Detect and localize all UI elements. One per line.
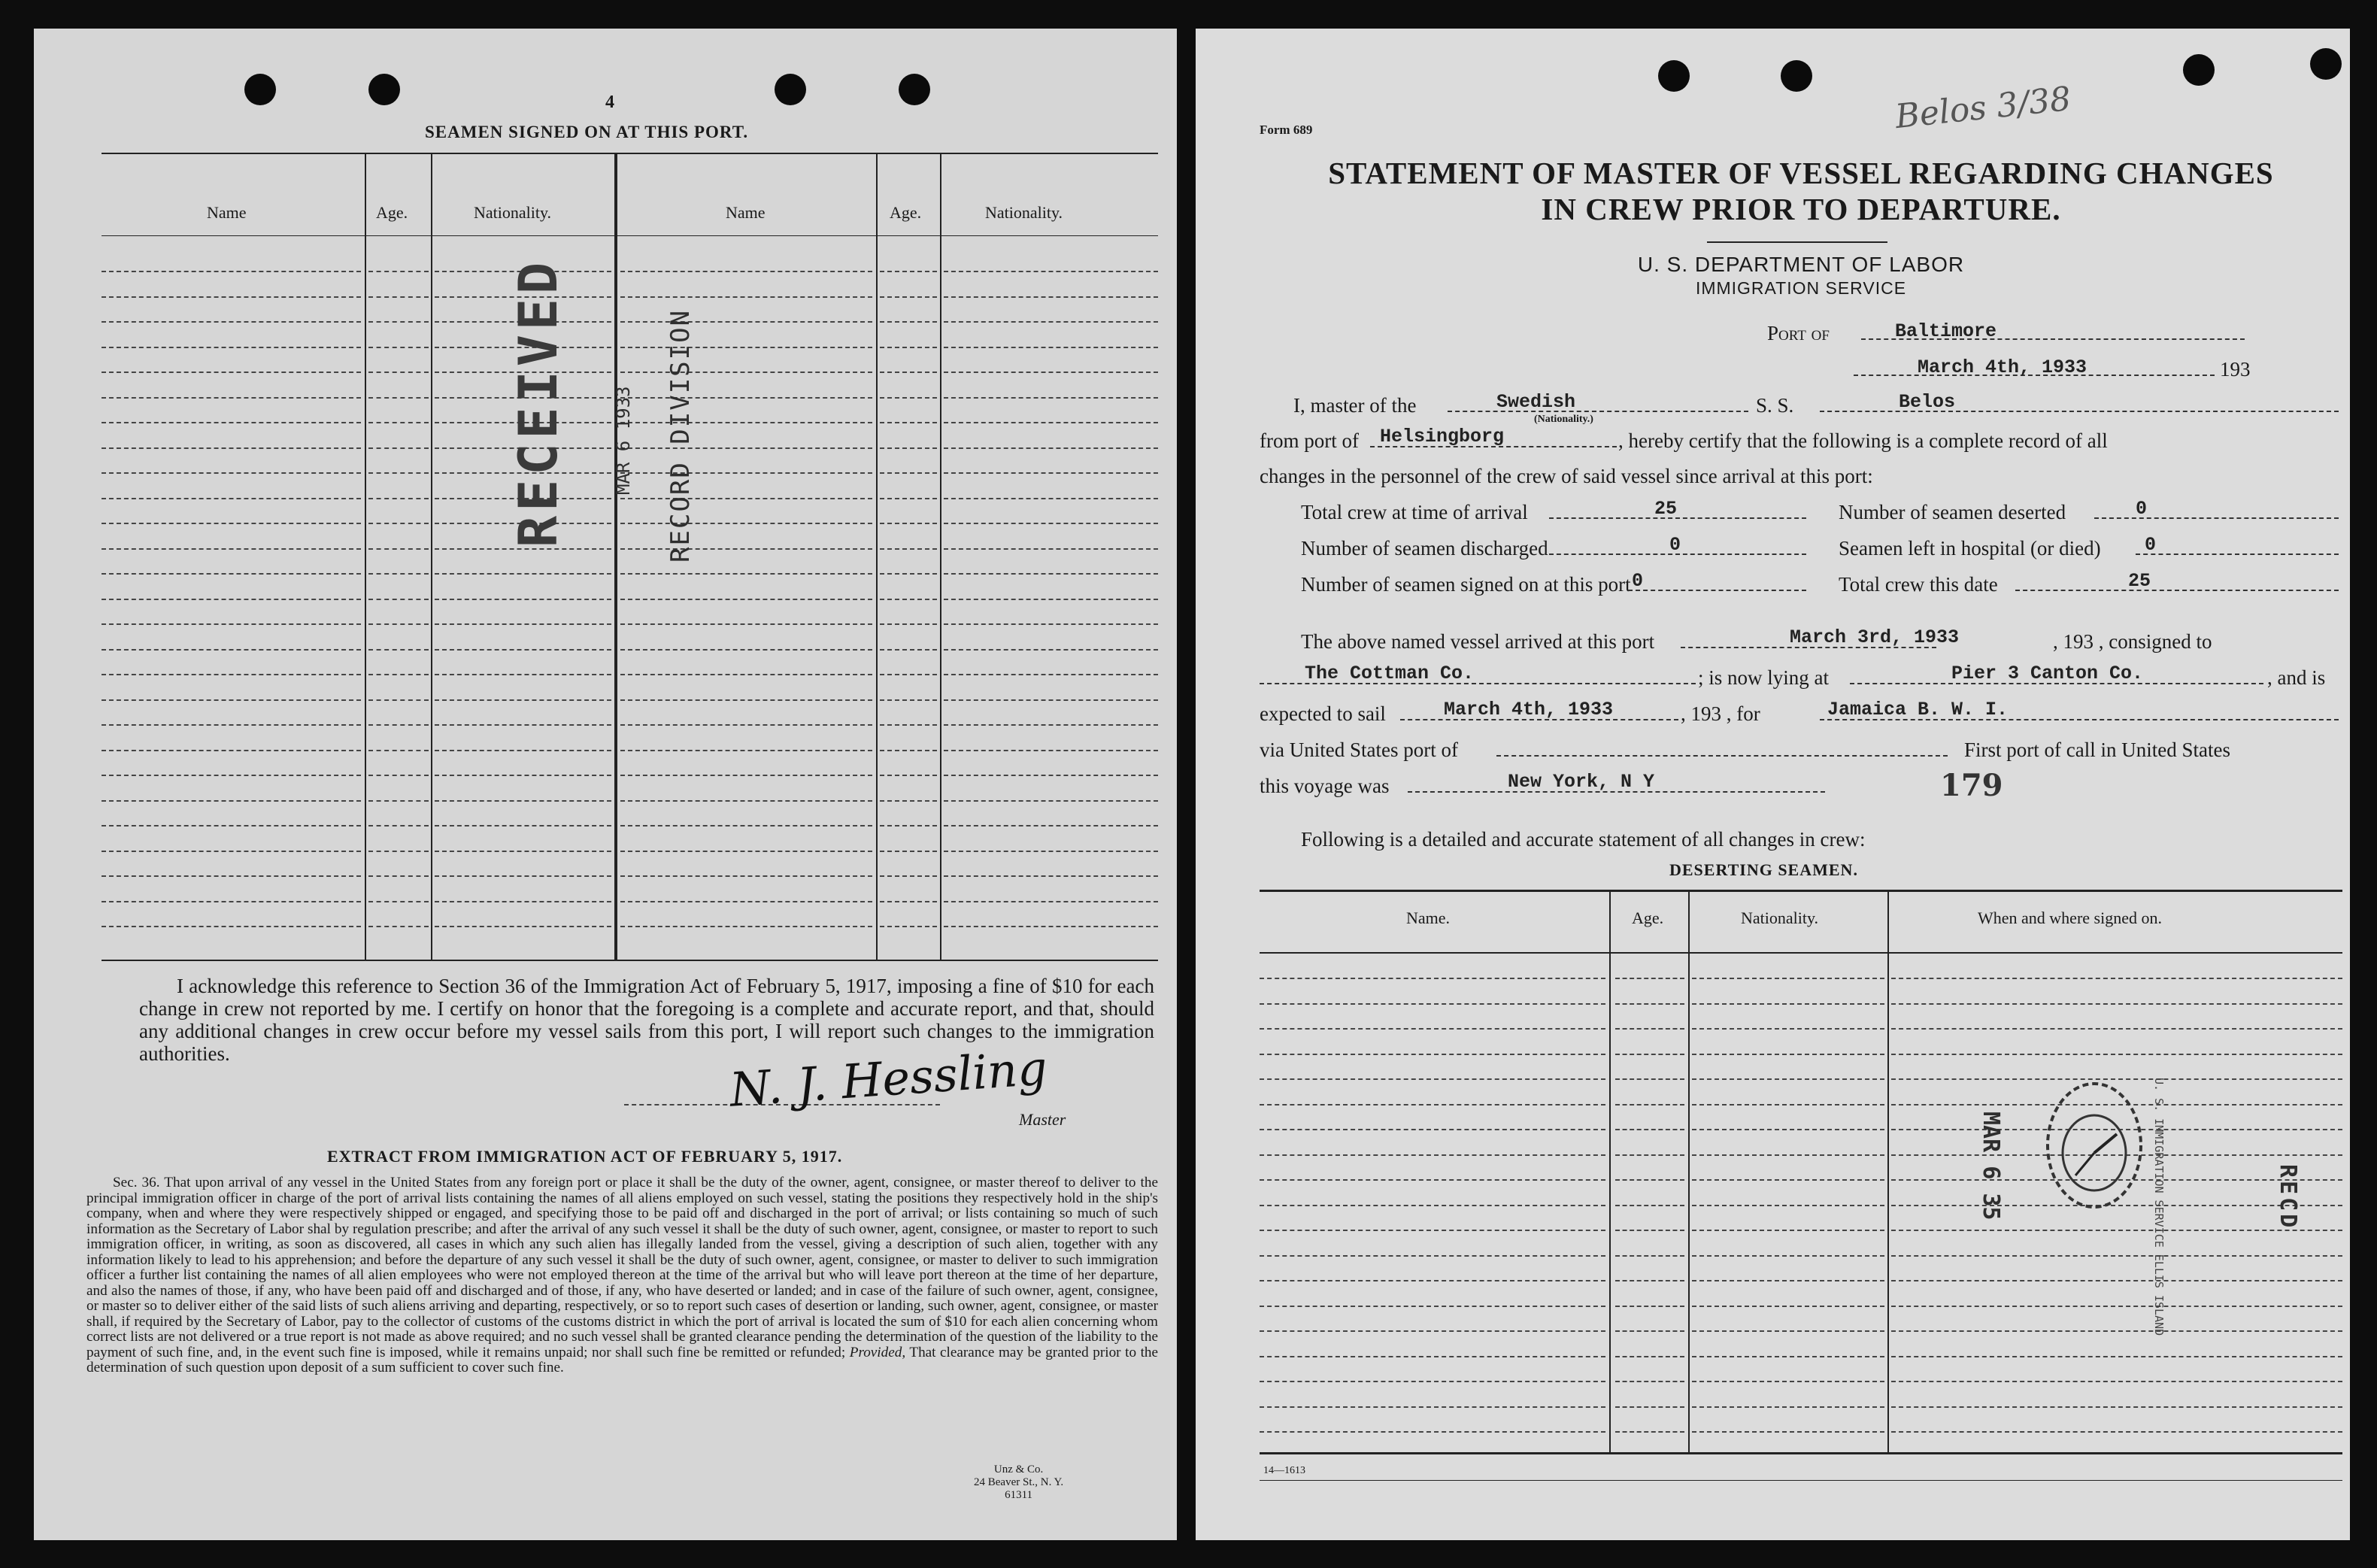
changes-text: changes in the personnel of the crew of said vessel since arrival at this port: xyxy=(1260,465,1873,487)
stat-field xyxy=(1628,590,1806,591)
punch-hole xyxy=(775,74,806,105)
port-value: Baltimore xyxy=(1895,320,1997,342)
vessel-value: Belos xyxy=(1899,391,1956,413)
for-value: Jamaica B. W. I. xyxy=(1827,699,2009,720)
column-header-signed-on: When and where signed on. xyxy=(1978,908,2162,927)
expected-value: March 4th, 1933 xyxy=(1444,699,1614,720)
table-title: SEAMEN SIGNED ON AT THIS PORT. xyxy=(425,123,749,141)
printer-address: 24 Beaver St., N. Y. xyxy=(974,1476,1064,1488)
punch-hole xyxy=(368,74,400,105)
handwritten-note: Belos 3/38 xyxy=(1893,79,2073,137)
column-header-nationality: Nationality. xyxy=(474,203,552,222)
stat-field xyxy=(1549,517,1806,519)
via-field xyxy=(1496,755,1948,757)
vessel-field xyxy=(1820,411,2339,412)
column-header-name: Name xyxy=(726,203,766,222)
footer-code: 14—1613 xyxy=(1263,1465,1305,1476)
date-stamp: MAR 6 35 xyxy=(1978,1112,2004,1221)
section-label: Sec. 36. xyxy=(113,1175,160,1190)
stat-label: Number of seamen signed on at this port xyxy=(1301,573,1631,596)
arrived-label: The above named vessel arrived at this port xyxy=(1301,630,1655,653)
stat-label: Total crew this date xyxy=(1839,573,1998,596)
printer-code: 61311 xyxy=(1005,1489,1033,1501)
date-suffix: 193 xyxy=(2220,358,2251,381)
printer-name: Unz & Co. xyxy=(993,1463,1044,1475)
nationality-caption: (Nationality.) xyxy=(1534,414,1593,425)
stat-field xyxy=(2136,554,2339,555)
from-port-value: Helsingborg xyxy=(1380,426,1505,447)
via-label: via United States port of xyxy=(1260,739,1458,761)
punch-hole xyxy=(2310,48,2342,80)
first-port-label: First port of call in United States xyxy=(1964,739,2230,761)
lying-label: ; is now lying at xyxy=(1698,666,1829,689)
form-title-line2: IN CREW PRIOR TO DEPARTURE. xyxy=(1541,192,2061,226)
section-36-text xyxy=(86,1175,1158,1376)
column-header-name: Name xyxy=(207,203,247,222)
stat-label: Number of seamen deserted xyxy=(1839,501,2066,523)
column-header-nationality: Nationality. xyxy=(985,203,1063,222)
stat-value: 25 xyxy=(2128,570,2151,592)
date-value: March 4th, 1933 xyxy=(1918,356,2087,378)
provided-word: Provided, xyxy=(849,1344,906,1360)
for-label: , 193 , for xyxy=(1681,702,1760,725)
service-name: IMMIGRATION SERVICE xyxy=(1695,278,1907,298)
signature-role: Master xyxy=(1019,1110,1066,1129)
from-port-label: from port of xyxy=(1260,429,1359,452)
printer-imprint xyxy=(974,1463,1063,1502)
punch-hole xyxy=(899,74,930,105)
handwritten-number: 179 xyxy=(1940,768,2003,803)
port-label: Port of xyxy=(1767,322,1830,344)
column-header-age: Age. xyxy=(1632,908,1664,927)
punch-hole xyxy=(1781,60,1812,92)
department-name: U. S. DEPARTMENT OF LABOR xyxy=(1637,253,1965,276)
master-label: I, master of the xyxy=(1293,394,1417,417)
stat-value: 0 xyxy=(2145,534,2157,556)
following-text: Following is a detailed and accurate statement of all changes in crew: xyxy=(1301,828,1866,851)
section-body: That upon arrival of any vessel in the United States from any foreign port or place it shall be the duty of the owner, agent, consignee, or master thereof to deliver to the principal immigration officer in charge of the port of arrival lists containing the names of all aliens employed on such vessel, stating the positions they respectively hold in the ship's company, when and where they were respectively shipped or engaged, and specifying those to be paid off and discharged in the port of arrival; or lists containing so much of such information as the Secretary of Labor shal by regulation prescribe; and after the arrival of any such vessel it shall be the duty of such owner, agent, consignee, or master to report to such immigration officer, in writing, as soon as discovered, all cases in which any such alien has illegally landed from the vessel, giving a description of such alien, together with any information likely to lead to his apprehension; and before the departure of any such vessel it shall be the duty of such owner, agent, consignee, or master to deliver to such immigration officer a further list containing the names of all alien employees who were not employed thereon at the time of the arrival but who will leave port thereon at the time of her departure, and also the names of those, if any, who have been paid off and discharged and of those, if any, who have deserted or landed; and in case of the failure of such owner, agent, consignee, or master so to deliver either of the said lists of such aliens arriving and departing, respectively, or so to report such cases of desertion or landing, such owner, agent, consignee, or master shall, if required by the Secretary of Labor, pay to the collector of customs of the customs district in which the port of arrival is located the sum of $10 for each alien concerning whom correct lists are not delivered or a true report is not made as above required; and no such vessel shall be granted clearance pending the determination of the question of the liability to the payment of such fine, and, in the event such fine is imposed, while it remains unpaid; nor shall such fine be remitted or refunded; xyxy=(86,1175,1158,1360)
form-title-line1: STATEMENT OF MASTER OF VESSEL REGARDING CHANGES xyxy=(1328,156,2274,190)
punch-hole xyxy=(1658,60,1690,92)
form-title xyxy=(1260,155,2342,227)
stat-field xyxy=(2015,590,2339,591)
stat-label: Seamen left in hospital (or died) xyxy=(1839,537,2101,560)
consigned-text: , 193 , consigned to xyxy=(2053,630,2212,653)
stat-value: 0 xyxy=(2136,498,2148,520)
column-header-nationality: Nationality. xyxy=(1741,908,1819,927)
and-is-text: , and is xyxy=(2267,666,2326,689)
form-number: Form 689 xyxy=(1260,123,1313,137)
stat-label: Number of seamen discharged xyxy=(1301,537,1548,560)
arrived-value: March 3rd, 1933 xyxy=(1790,626,1960,648)
certify-text: , hereby certify that the following is a complete record of all xyxy=(1618,429,2108,452)
clock-stamp xyxy=(2034,1070,2154,1221)
punch-hole xyxy=(2183,54,2215,86)
recd-stamp: RECD xyxy=(2275,1164,2301,1231)
clock-stamp-text: U. S. IMMIGRATION SERVICE ELLIS ISLAND xyxy=(2152,1078,2166,1336)
expected-label: expected to sail xyxy=(1260,702,1386,725)
master-signature: N. J. Hessling xyxy=(727,1040,1049,1118)
stat-value: 25 xyxy=(1654,498,1678,520)
column-header-age: Age. xyxy=(376,203,408,222)
right-page xyxy=(1196,29,2350,1540)
stat-value: 0 xyxy=(1632,570,1644,592)
nationality-field xyxy=(1448,411,1748,412)
left-page: 4 SEAMEN SIGNED ON AT THIS PORT. Name Age. Nationality. Name Age. Nationality. RECEIVED MAR 6 1933 RECORD DIVISION I acknowledge this reference to Section 36 of the Immigration Act of February 5, 1917, imposing a fine of $10 for each change in crew not reported by me. I certify on honor that the foregoing is a complete and accurate report, and that, should any additional changes in crew occur before my vessel sails from this port, I will report such changes to the immigration authorities. N. J. Hessling Master EXTRACT FROM IMMIGRATION ACT OF FEBRUARY 5, 1917. Sec. 36. That upon arrival of any vessel in the United States from any foreign port or place it shall be the duty of the owner, agent, consignee, or master thereof to deliver to the principal immigration officer in charge of the port of arrival lists containing the names of all aliens employed on such vessel, stating the positions they respectively hold in the ship's company, when and where they were respectively shipped or engaged, and specifying those to be paid off and discharged in the port of arrival; or lists containing so much of such information as the Secretary of Labor shal by regulation prescribe; and after the arrival of any such vessel it shall be the duty of such owner, agent, consignee, or master to report to such immigration officer, in writing, as soon as discovered, all cases in which any such alien has illegally landed from the vessel, giving a description of such alien, together with any information likely to lead to his apprehension; and before the departure of any such vessel it shall be the duty of such owner, agent, consignee, or master to deliver to such immigration officer a further list containing the names of all alien employees who were not employed thereon at the time of the arrival but who will leave port thereon at the time of her departure, and also the names of those, if any, who have been paid off and discharged and of those, if any, who have deserted or landed; and in case of the failure of such owner, agent, consignee, or master so to deliver either of the said lists of such aliens arriving and departing, respectively, or so to report such cases of desertion or landing, such owner, agent, consignee, or master shall, if required by the Secretary of Labor, pay to the collector of customs of the customs district in which the port of arrival is located the sum of $10 for each alien concerning whom correct lists are not delivered or a true report is not made as above required; and no such vessel shall be granted clearance pending the determination of the question of the liability to the payment of such fine, and, in the event such fine is imposed, while it remains unpaid; nor shall such fine be remitted or refunded; Provided, That clearance may be granted prior to the determination of such question upon deposit of a sum sufficient to cover such fine. Unz & Co. 24 Beaver St., N. Y. 61311 xyxy=(34,29,1177,1540)
voyage-label: this voyage was xyxy=(1260,775,1390,797)
consignee-value: The Cottman Co. xyxy=(1305,663,1475,684)
acknowledgement-text: I acknowledge this reference to Section 36 of the Immigration Act of February 5, 1917, imposing a fine of $10 for each change in crew not reported by me. I certify on honor that the foregoing is a complete and accurate report, and that, should any additional changes in crew occur before my vessel sails from this port, I will report such changes to the immigration authorities. xyxy=(139,975,1154,1065)
section-tail: That clearance may be granted prior to the determination of such question upon deposit of a sum sufficient to cover such fine. xyxy=(86,1344,1159,1375)
nationality-value: Swedish xyxy=(1496,391,1576,413)
punch-hole xyxy=(244,74,276,105)
column-header-name: Name. xyxy=(1406,908,1451,927)
lying-value: Pier 3 Canton Co. xyxy=(1951,663,2144,684)
voyage-value: New York, N Y xyxy=(1508,771,1655,793)
column-header-age: Age. xyxy=(890,203,922,222)
deserting-table-title: DESERTING SEAMEN. xyxy=(1669,860,1858,879)
page-number: 4 xyxy=(605,93,614,112)
stat-value: 0 xyxy=(1669,534,1681,556)
ss-label: S. S. xyxy=(1756,394,1794,417)
extract-title: EXTRACT FROM IMMIGRATION ACT OF FEBRUARY 5, 1917. xyxy=(327,1147,843,1166)
stat-label: Total crew at time of arrival xyxy=(1301,501,1528,523)
stat-field xyxy=(2094,517,2339,519)
